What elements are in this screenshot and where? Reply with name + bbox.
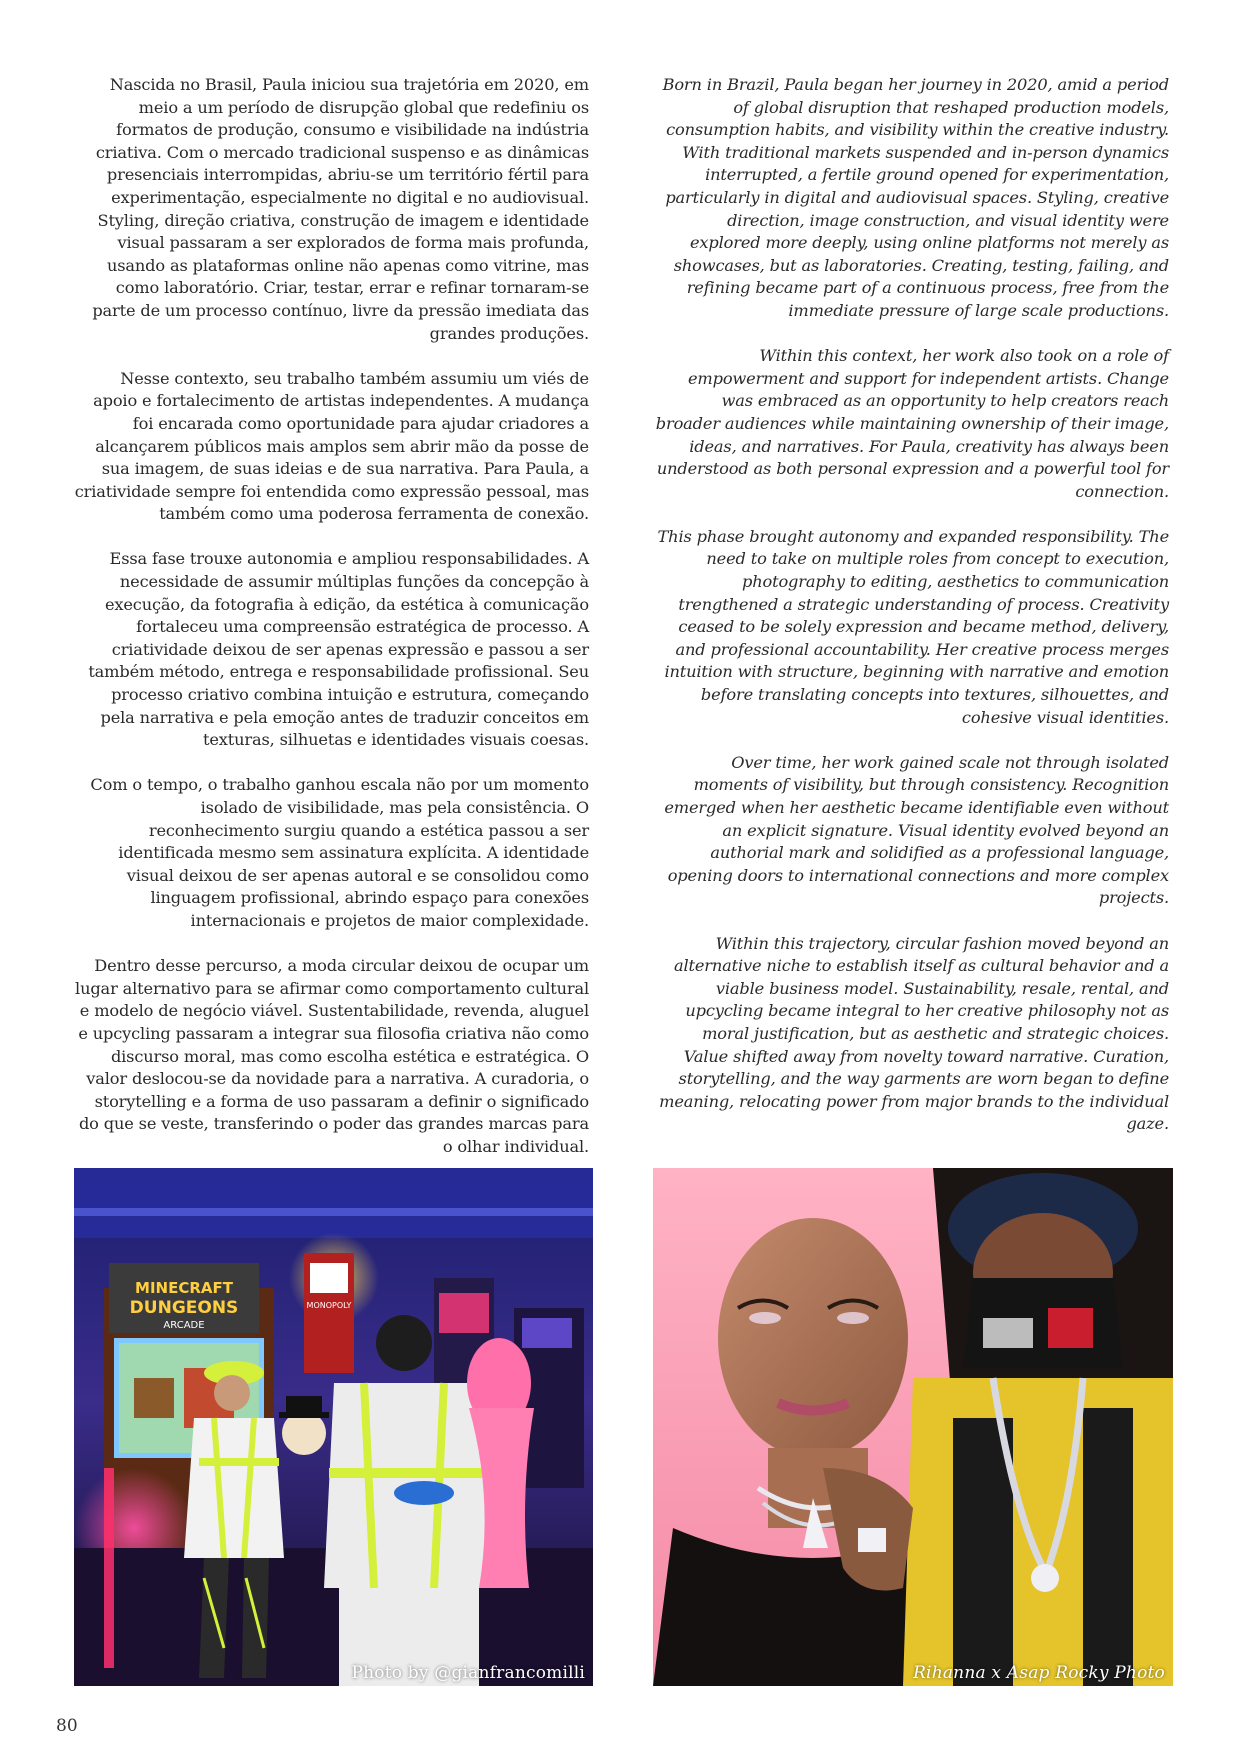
- paragraph: Within this context, her work also took on a role of empowerment and support for independent artists. Change was embraced as an opportunity to help creators reach broader audiences while maintaining ownership of their image, ideas, and narratives. For Paula, creativity has always been understood as both personal expression and a powerful tool for connection.: [655, 346, 1169, 501]
- arcade-sign: DUNGEONS: [129, 1298, 239, 1318]
- monopoly-sign: MONOPOLY: [306, 1301, 352, 1310]
- paragraph: Born in Brazil, Paula began her journey in 2020, amid a period of global disruption that reshaped production models, consumption habits, and visibility within the creative industry. With traditional markets suspended and in-person dynamics interrupted, a fertile ground opened for experimentation, particularly in digital and audiovisual spaces. Styling, creative direction, image construction, and visual identity were explored more deeply, using online platforms not merely as showcases, but as laboratories. Creating, testing, failing, and refining became part of a continuous process, free from the immediate pressure of large scale productions.: [662, 75, 1169, 320]
- paragraph: This phase brought autonomy and expanded responsibility. The need to take on multiple roles from concept to execution, photography to editing, aesthetics to communication trengthened a strategic understanding of process. Creativity ceased to be solely expression and became method, delivery, and professional accountability. Her creative process merges intuition with structure, beginning with narrative and emotion before translating concepts into textures, silhouettes, and cohesive visual identities.: [657, 526, 1169, 727]
- celebrity-photo-illustration: [653, 1168, 1173, 1686]
- paragraph: Within this trajectory, circular fashion moved beyond an alternative niche to establish itself as cultural behavior and a viable business model. Sustainability, resale, rental, and upcycling became integral to her creative philosophy not as moral justification, but as aesthetic and strategic choices. Value shifted away from novelty toward narrative. Curation, storytelling, and the way garments are worn began to define meaning, relocating power from major brands to the individual gaze.: [659, 933, 1169, 1134]
- paragraph: Nascida no Brasil, Paula iniciou sua trajetória em 2020, em meio a um período de disrupção global que redefiniu os formatos de produção, consumo e visibilidade na indústria criativa. Com o mercado tradicional suspenso e as dinâmicas presenciais interrompidas, abriu-se um território fértil para experimentação, especialmente no digital e no audiovisual. Styling, direção criativa, construção de imagem e identidade visual passaram a ser explorados de forma mais profunda, usando as plataformas online não apenas como vitrine, mas como laboratório. Criar, testar, errar e refinar tornaram-se parte de um processo contínuo, livre da pressão imediata das grandes produções.: [92, 75, 589, 343]
- article-column-portuguese: [74, 74, 589, 1181]
- page-number: 80: [56, 1716, 78, 1736]
- arcade-photo: [74, 1168, 593, 1686]
- article-column-english: [654, 74, 1169, 1159]
- paragraph: Essa fase trouxe autonomia e ampliou responsabilidades. A necessidade de assumir múltiplas funções da concepção à execução, da fotografia à edição, da estética à comunicação fortaleceu uma compreensão estratégica de processo. A criatividade deixou de ser apenas expressão e passou a ser também método, entrega e responsabilidade profissional. Seu processo criativo combina intuição e estrutura, começando pela narrativa e pela emoção antes de traduzir conceitos em texturas, silhuetas e identidades visuais coesas.: [88, 549, 589, 750]
- arcade-photo-illustration: [74, 1168, 593, 1686]
- photo-caption: Rihanna x Asap Rocky Photo: [913, 1663, 1165, 1683]
- paragraph: Dentro desse percurso, a moda circular deixou de ocupar um lugar alternativo para se afirmar como comportamento cultural e modelo de negócio viável. Sustentabilidade, revenda, aluguel e upcycling passaram a integrar sua filosofia criativa não como discurso moral, mas como escolha estética e estratégica. O valor deslocou-se da novidade para a narrativa. A curadoria, o storytelling e a forma de uso passaram a definir o significado do que se veste, transferindo o poder das grandes marcas para o olhar individual.: [75, 956, 589, 1156]
- arcade-sign: MINECRAFT: [135, 1279, 233, 1297]
- paragraph: Com o tempo, o trabalho ganhou escala não por um momento isolado de visibilidade, mas pela consistência. O reconhecimento surgiu quando a estética passou a ser identificada mesmo sem assinatura explícita. A identidade visual deixou de ser apenas autoral e se consolidou como linguagem profissional, abrindo espaço para conexões internacionais e projetos de maior complexidade.: [90, 775, 589, 930]
- arcade-sign: ARCADE: [163, 1320, 205, 1331]
- celebrity-photo: [653, 1168, 1173, 1686]
- photo-caption: Photo by @gianfrancomilli: [351, 1663, 585, 1683]
- paragraph: Over time, her work gained scale not through isolated moments of visibility, but through consistency. Recognition emerged when her aesthetic became identifiable even without an explicit signature. Visual identity evolved beyond an authorial mark and solidified as a professional language, opening doors to international connections and more complex projects.: [664, 752, 1169, 908]
- paragraph: Nesse contexto, seu trabalho também assumiu um viés de apoio e fortalecimento de artistas independentes. A mudança foi encarada como oportunidade para ajudar criadores a alcançarem públicos mais amplos sem abrir mão da posse de sua imagem, de suas ideias e de sua narrativa. Para Paula, a criatividade sempre foi entendida como expressão pessoal, mas também como uma poderosa ferramenta de conexão.: [74, 368, 589, 524]
